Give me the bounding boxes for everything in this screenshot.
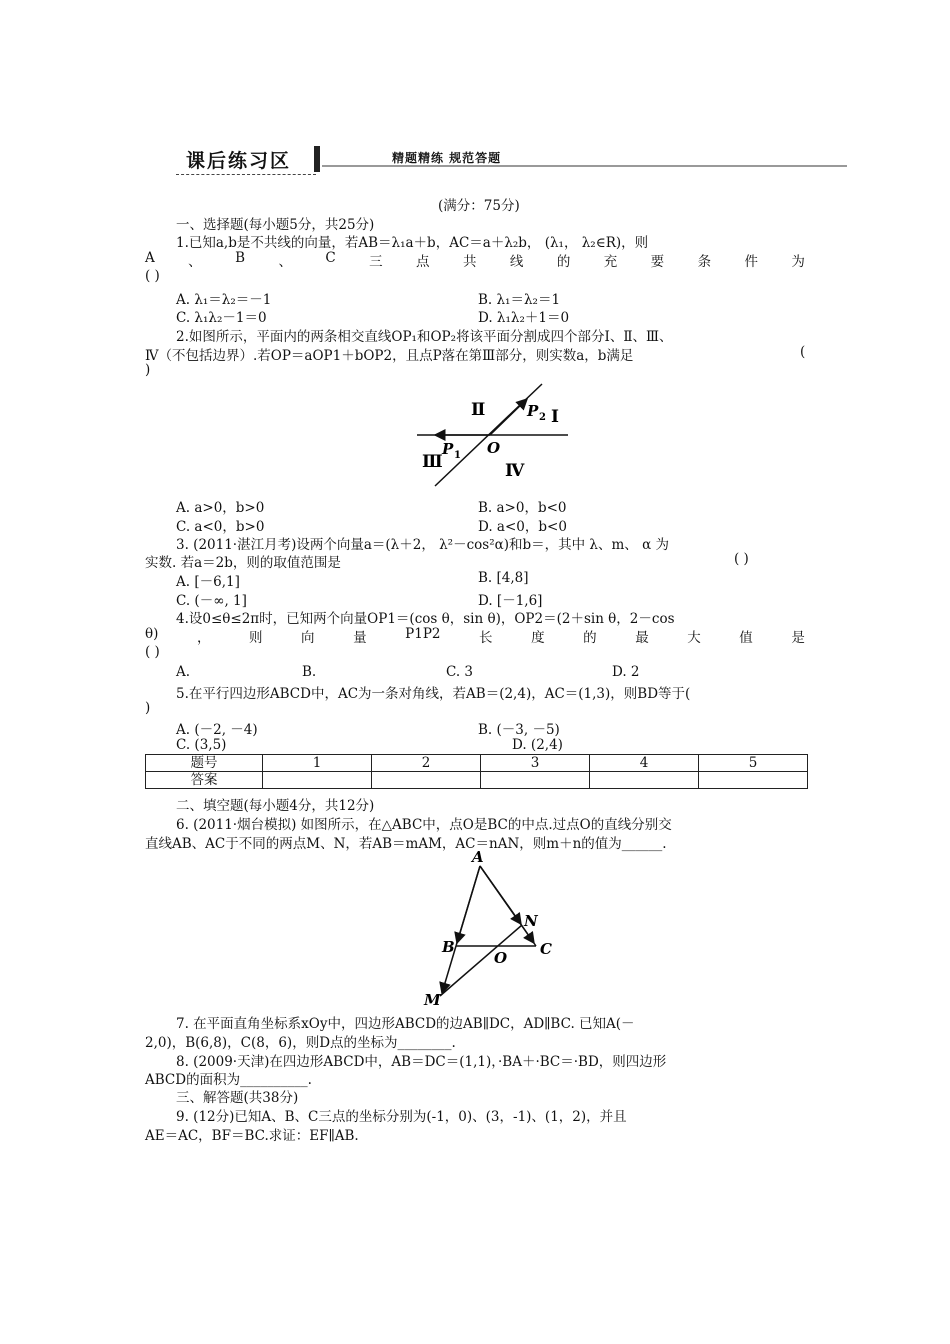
point-label-p1: P xyxy=(442,440,454,458)
q4-char: 大 xyxy=(687,630,701,646)
q4-char: 值 xyxy=(739,630,753,646)
answer-cell[interactable] xyxy=(481,772,590,789)
q1-char: 点 xyxy=(416,254,430,270)
section-title: 课后练习区 xyxy=(186,150,292,172)
q1-char: 线 xyxy=(509,254,524,270)
answer-cell[interactable] xyxy=(699,772,808,789)
q1-option-a: A. λ₁＝λ₂＝－1 xyxy=(176,292,272,308)
table-cell: 2 xyxy=(372,755,481,772)
q1-char: 要 xyxy=(650,254,665,270)
q1-char: A xyxy=(145,250,155,266)
q5-option-a: A. (－2, －4) xyxy=(176,722,258,738)
score-note: (满分：75分) xyxy=(438,198,520,214)
table-cell: 3 xyxy=(481,755,590,772)
table-cell: 答案 xyxy=(146,772,263,789)
section-subtitle: 精题精练 规范答题 xyxy=(392,151,502,165)
answer-cell[interactable] xyxy=(590,772,699,789)
region-label-iii: Ⅲ xyxy=(422,452,443,472)
q5-stem-line2: ) xyxy=(145,700,151,716)
q4-option-b: B. xyxy=(302,664,317,680)
answer-cell[interactable] xyxy=(372,772,481,789)
table-cell: 5 xyxy=(699,755,808,772)
point-label-n: N xyxy=(524,912,538,930)
arrow-op2 xyxy=(490,399,527,435)
q6-figure xyxy=(418,846,568,1008)
q1-stem-line1: 1.已知a,b是不共线的向量，若AB＝λ₁a＋b，AC＝a＋λ₂b， (λ₁， λ₂∈R)，则 xyxy=(176,235,649,251)
region-label-i: Ⅰ xyxy=(551,407,559,427)
q1-char: B xyxy=(235,250,246,266)
table-cell: 4 xyxy=(590,755,699,772)
q4-option-d: D. 2 xyxy=(612,664,640,680)
q1-stem-line2 xyxy=(145,250,805,270)
q1-char: C xyxy=(325,250,336,266)
q1-option-b: B. λ₁＝λ₂＝1 xyxy=(478,292,561,308)
q5-option-b: B. (－3, －5) xyxy=(478,722,560,738)
section-heading-solve: 三、解答题(共38分) xyxy=(176,1090,299,1106)
arrow-ab xyxy=(457,866,480,943)
q2-paren-close: ) xyxy=(145,362,151,378)
point-label-p2: P xyxy=(527,402,539,420)
region-label-iv: Ⅳ xyxy=(505,461,525,481)
q4-char: P1P2 xyxy=(405,626,441,642)
q5-stem-line1: 5.在平行四边形ABCD中，AC为一条对角线，若AB＝(2,4)，AC＝(1,3)，则BD等于( xyxy=(176,686,691,702)
q8-stem-line1: 8. (2009·天津)在四边形ABCD中，AB＝DC＝(1,1)，·BA＋·BC＝·BD，则四边形 xyxy=(176,1054,667,1070)
q9-stem-line2: AE＝AC，BF＝BC.求证：EF∥AB. xyxy=(145,1128,359,1144)
q4-char: 长 xyxy=(479,630,493,646)
answer-table xyxy=(145,754,808,789)
q1-option-d: D. λ₁λ₂＋1＝0 xyxy=(478,310,570,326)
point-label-p1-sub: 1 xyxy=(454,450,461,461)
q4-option-a: A. xyxy=(176,664,191,680)
q5-option-c: C. (3,5) xyxy=(176,737,227,753)
q4-char: 量 xyxy=(353,630,367,646)
q3-option-c: C. (－∞, 1] xyxy=(176,593,247,609)
q8-stem-line2: ABCD的面积为__________. xyxy=(145,1072,312,1088)
point-label-p2-sub: 2 xyxy=(539,412,546,423)
q2-option-c: C. a<0，b>0 xyxy=(176,519,265,535)
q1-char: 三 xyxy=(369,254,383,270)
point-label-b: B xyxy=(442,938,455,956)
point-label-o: O xyxy=(487,439,501,457)
point-label-c: C xyxy=(540,940,552,958)
table-cell: 题号 xyxy=(146,755,263,772)
q1-char: 充 xyxy=(603,254,618,270)
q3-option-a: A. [－6,1] xyxy=(176,574,240,590)
q4-option-c: C. 3 xyxy=(446,664,474,680)
q5-option-d: D. (2,4) xyxy=(512,737,563,753)
q3-stem-line2: 实数. 若a＝2b，则的取值范围是 xyxy=(145,555,341,571)
q4-stem-line3: ( ) xyxy=(145,644,160,660)
table-row xyxy=(146,755,808,772)
q1-char: 为 xyxy=(791,254,805,270)
q2-option-a: A. a>0，b>0 xyxy=(176,500,265,516)
arrow-ac xyxy=(480,866,534,943)
q6-stem-line1: 6. (2011·烟台模拟) 如图所示，在△ABC中，点O是BC的中点.过点O的直线分别交 xyxy=(176,817,672,833)
q9-stem-line1: 9. (12分)已知A、B、C三点的坐标分别为(-1，0)、(3，-1)、(1，2)，并且 xyxy=(176,1109,627,1125)
point-label-a: A xyxy=(472,848,484,866)
q1-char: 、 xyxy=(188,254,202,270)
table-cell: 1 xyxy=(263,755,372,772)
q4-stem-line2 xyxy=(145,626,805,646)
q4-char: 的 xyxy=(583,630,597,646)
q2-option-d: D. a<0，b<0 xyxy=(478,519,567,535)
region-label-ii: Ⅱ xyxy=(471,400,486,420)
q7-stem-line2: 2,0)，B(6,8)，C(8，6)，则D点的坐标为________. xyxy=(145,1035,456,1051)
section-heading-choice: 一、选择题(每小题5分，共25分) xyxy=(176,217,375,233)
q2-option-b: B. a>0，b<0 xyxy=(478,500,567,516)
q3-paren: ( ) xyxy=(734,551,749,567)
q1-char: 条 xyxy=(697,254,712,270)
point-label-o: O xyxy=(494,949,508,967)
q4-char: 最 xyxy=(635,630,649,646)
q1-stem-line3: ( ) xyxy=(145,268,160,284)
q2-figure xyxy=(405,378,580,493)
q2-paren-open: ( xyxy=(800,344,806,360)
q3-stem-line1: 3. (2011·湛江月考)设两个向量a＝(λ＋2， λ²－cos²α)和b＝，其中 λ、m、 α 为 xyxy=(176,537,669,553)
q4-char: 是 xyxy=(791,630,805,646)
q4-char: 向 xyxy=(301,630,315,646)
q4-char: θ) xyxy=(145,626,159,642)
q7-stem-line1: 7. 在平面直角坐标系xOy中，四边形ABCD的边AB∥DC，AD∥BC. 已知A(－ xyxy=(176,1016,635,1032)
q4-char: 度 xyxy=(531,630,545,646)
q4-stem-line1: 4.设0≤θ≤2π时，已知两个向量OP1＝(cos θ，sin θ)，OP2＝(2＋sin θ，2－cos xyxy=(176,611,675,627)
q3-option-b: B. [4,8] xyxy=(478,570,529,586)
q1-char: 件 xyxy=(744,254,758,270)
table-row xyxy=(146,772,808,789)
q2-stem-line2: Ⅳ（不包括边界）.若OP＝aOP1＋bOP2，且点P落在第Ⅲ部分，则实数a，b满足 xyxy=(145,348,634,364)
q1-option-c: C. λ₁λ₂－1＝0 xyxy=(176,310,267,326)
q1-char: 共 xyxy=(462,254,477,270)
q2-stem-line1: 2.如图所示，平面内的两条相交直线OP₁和OP₂将该平面分割成四个部分Ⅰ、Ⅱ、Ⅲ、 xyxy=(176,329,673,345)
point-label-m: M xyxy=(424,991,441,1008)
header-bar xyxy=(314,146,320,172)
q6-stem-line2: 直线AB、AC于不同的两点M、N，若AB＝mAM，AC＝nAN，则m＋n的值为______. xyxy=(145,836,667,852)
header-dashed-rule xyxy=(176,174,316,175)
answer-cell[interactable] xyxy=(263,772,372,789)
q1-char: 、 xyxy=(278,254,292,270)
q3-option-d: D. [－1,6] xyxy=(478,593,543,609)
q4-char: 则 xyxy=(249,630,263,646)
q1-char: 的 xyxy=(556,254,571,270)
q4-char: ， xyxy=(196,630,211,646)
section-heading-fill: 二、填空题(每小题4分，共12分) xyxy=(176,798,375,814)
